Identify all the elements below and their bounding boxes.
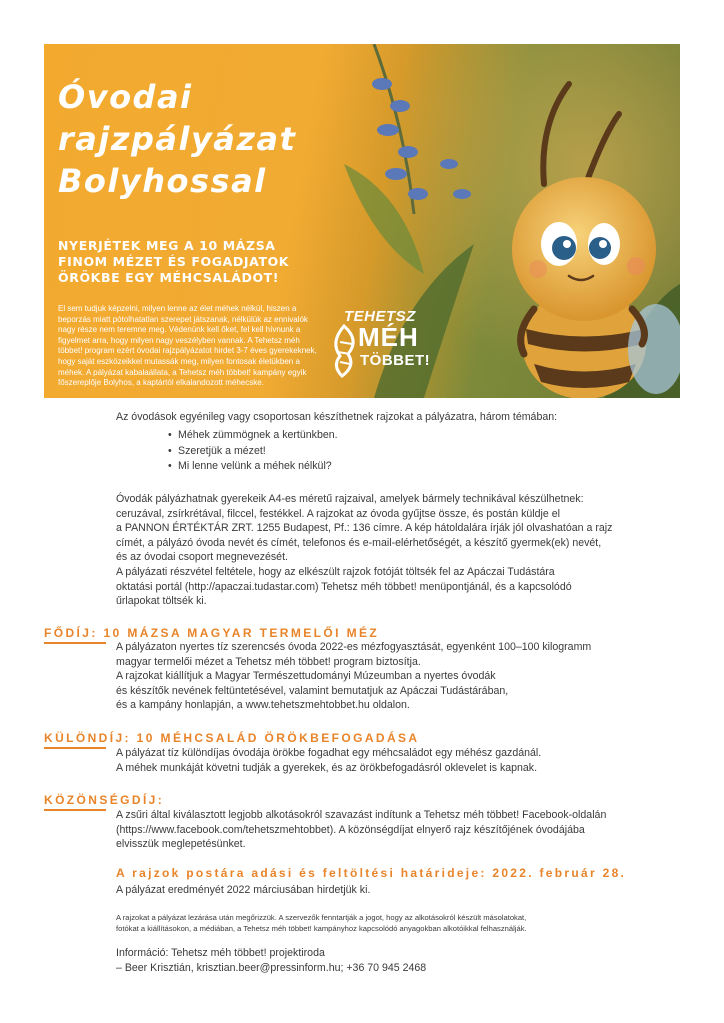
prize-line: magyar termelői mézet a Tehetsz méh többet! program biztosítja.: [116, 655, 421, 668]
prize-line: A méhek munkáját követni tudják a gyerekek, és az örökbefogadásról oklevelet is kapnak.: [116, 761, 538, 774]
result-note: A pályázat eredményét 2022 márciusában hirdetjük ki.: [116, 884, 371, 896]
special-prize-heading: KÜLÖNDÍJ: 10 MÉHCSALÁD ÖRÖKBEFOGADÁSA: [44, 731, 420, 745]
title-line: Óvodai: [58, 78, 193, 116]
fine-print: [116, 912, 696, 934]
hero-banner: [44, 44, 680, 398]
poster-subtitle: [58, 238, 289, 286]
logo-line-3: TÖBBET!: [360, 352, 431, 369]
intro-text: El sem tudjuk képzelni, milyen lenne az élet méhek nélkül, hiszen a beporzás miatt pótolhatatlan szerepet játszanak, nélkülük az ennivalók nagy része nem teremne meg. Védenünk kell őket, fel kell hívnunk a figyelmet arra, hogy milyen nagy veszélyben vannak. A Tehetsz méh többet! program ezért óvodai rajzpályázatot hirdet 3-7 éves gyerekeknek, hogy saját eszközeikkel mutassák meg, milyen fontosak életükben a méhek. A pályázat kabalaállata, a Tehetsz méh többet! kampány egyik főszereplője Bolyhos, a kaptártól elkalandozott méhecske.: [58, 304, 317, 388]
prize-line: és a kampány honlapján, a www.tehetszmehtobbet.hu oldalon.: [116, 699, 410, 712]
rules-line: és az óvodai csoport megnevezését.: [116, 551, 288, 564]
list-item: • Szeretjük a mézet!: [168, 444, 338, 460]
prize-line: A zsűri által kiválasztott legjobb alkotásokról szavazást indítunk a Tehetsz méh többet! Facebook-oldalán: [116, 809, 607, 821]
subtitle-line: NYERJÉTEK MEG A 10 MÁZSA: [58, 238, 276, 253]
list-item: • Mi lenne velünk a méhek nélkül?: [168, 459, 338, 475]
fine-print-line: fotókat a kiállításokon, a médiában, a Tehetsz méh többet! kampányhoz kapcsolódó anyagokban alkotóikkal felhasználják.: [116, 924, 527, 933]
contact-line: Információ: Tehetsz méh többet! projektiroda: [116, 947, 325, 959]
themes-intro: Az óvodások egyénileg vagy csoportosan készíthetnek rajzokat a pályázatra, három témában:: [116, 411, 558, 423]
title-line: rajzpályázat: [58, 120, 297, 158]
heading-underline: [44, 642, 106, 644]
subtitle-line: ÖRÖKBE EGY MÉHCSALÁDOT!: [58, 270, 280, 285]
rules-line: Óvodák pályázhatnak gyerekeik A4-es méretű rajzaival, amelyek bármely technikával készülhetnek:: [116, 493, 584, 505]
subtitle-line: FINOM MÉZET ÉS FOGADJATOK: [58, 254, 290, 269]
audience-prize-text: [116, 808, 686, 852]
poster-title: [58, 76, 296, 202]
logo-line-1: TEHETSZ: [344, 308, 416, 325]
main-prize-text: [116, 640, 686, 713]
prize-line: A pályázat tíz különdíjas óvodája örökbe fogadhat egy méhcsaládot egy méhész gazdánál.: [116, 747, 542, 759]
special-prize-text: [116, 746, 686, 775]
deadline-text: A rajzok postára adási és feltöltési határideje: 2022. február 28.: [116, 866, 627, 880]
main-prize-heading: FŐDÍJ: 10 MÁZSA MAGYAR TERMELŐI MÉZ: [44, 626, 380, 640]
themes-list: [168, 428, 338, 475]
rules-line: oktatási portál (http://apaczai.tudastar.com) Tehetsz méh többet! menüpontjánál, és a kapcsolódó: [116, 580, 572, 593]
rules-line: A pályázati részvétel feltétele, hogy az elkészült rajzok fotóját töltsék fel az Apáczai Tudástára: [116, 565, 555, 578]
prize-line: és készítők nevének feltüntetésével, valamint bemutatjuk az Apáczai Tudástárában,: [116, 684, 509, 697]
prize-line: elvisszük meglepetésünket.: [116, 838, 246, 851]
prize-line: A rajzokat kiállítjuk a Magyar Természettudományi Múzeumban a nyertes óvodák: [116, 670, 496, 683]
rules-line: ceruzával, zsírkrétával, filccel, festékkel. A rajzokat az óvoda gyűjtse össze, és postán küldje el: [116, 507, 560, 520]
rules-line: űrlapokat töltsék ki.: [116, 595, 207, 608]
list-item: • Méhek zümmögnek a kertünkben.: [168, 428, 338, 444]
audience-prize-heading: KÖZÖNSÉGDÍJ:: [44, 793, 165, 807]
prize-line: A pályázaton nyertes tíz szerencsés óvoda 2022-es mézfogyasztását, egyenként 100–100 kilogramm: [116, 641, 592, 653]
campaign-logo: [326, 306, 431, 386]
rules-line: a PANNON ÉRTÉKTÁR ZRT. 1255 Budapest, Pf.: 136 címre. A kép hátoldalára írják jól olvashatóan a rajz: [116, 522, 613, 535]
rules-text: [116, 492, 686, 609]
heading-underline: [44, 809, 106, 811]
contact-info: [116, 946, 686, 975]
fine-print-line: A rajzokat a pályázat lezárása után megőrizzük. A szervezők fenntartják a jogot, hogy az alkotásokról készült másolatokat,: [116, 913, 527, 922]
prize-line: (https://www.facebook.com/tehetszmehtobbet). A közönségdíjat elnyerő rajz készítőjének óvodájába: [116, 823, 585, 836]
title-line: Bolyhossal: [58, 162, 267, 200]
contact-line: – Beer Krisztián, krisztian.beer@pressinform.hu; +36 70 945 2468: [116, 961, 427, 974]
heading-underline: [44, 747, 106, 749]
logo-line-2: MÉH: [358, 322, 419, 352]
rules-line: címét, a pályázó óvoda nevét és címét, telefonos és e-mail-elérhetőségét, a készítő gyermek(ek) nevét,: [116, 536, 602, 549]
